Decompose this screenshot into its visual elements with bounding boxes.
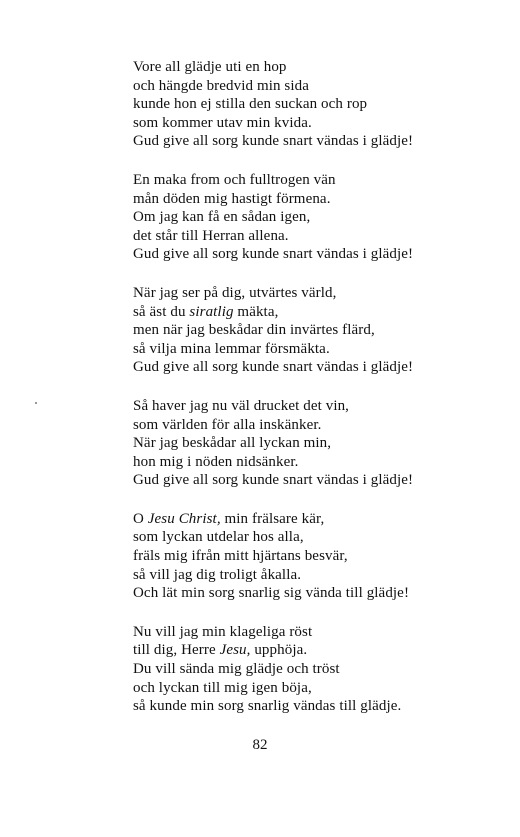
poem-line xyxy=(133,641,493,660)
line-text: till dig, Herre xyxy=(133,642,220,659)
poem-line xyxy=(133,171,493,190)
line-text: Gud give all sorg kunde snart vändas i glädje! xyxy=(133,246,414,263)
poem-line xyxy=(133,697,493,716)
line-text: som världen för alla inskänker. xyxy=(133,416,322,433)
line-text: Gud give all sorg kunde snart vändas i glädje! xyxy=(133,359,414,376)
line-text: så vill jag dig troligt åkalla. xyxy=(133,566,302,583)
stanza xyxy=(133,284,493,377)
line-text: hon mig i nöden nidsänker. xyxy=(133,453,299,470)
line-text: och hängde bredvid min sida xyxy=(133,77,309,94)
line-text: mån döden mig hastigt förmena. xyxy=(133,190,331,207)
poem-line xyxy=(133,584,493,603)
poem-line xyxy=(133,77,493,96)
line-text: så vilja mina lemmar försmäkta. xyxy=(133,340,330,357)
stanza xyxy=(133,397,493,490)
italic-text: Jesu Christ, xyxy=(147,510,221,527)
line-text: fräls mig ifrån mitt hjärtans besvär, xyxy=(133,548,348,565)
line-text: O xyxy=(133,510,148,527)
poem-line xyxy=(133,547,493,566)
poem-line xyxy=(133,416,493,435)
poem-line xyxy=(133,566,493,585)
line-text: mäkta, xyxy=(233,303,279,320)
line-text: Nu vill jag min klageliga röst xyxy=(133,623,313,640)
poem-line xyxy=(133,471,493,490)
stanza xyxy=(133,510,493,603)
poem-line xyxy=(133,397,493,416)
poem-line xyxy=(133,132,493,151)
poem-line xyxy=(133,623,493,642)
poem-line xyxy=(133,660,493,679)
poem-line xyxy=(133,340,493,359)
poem-line xyxy=(133,95,493,114)
poem-line xyxy=(133,510,493,529)
stanza xyxy=(133,171,493,264)
poem-line xyxy=(133,227,493,246)
poem-line xyxy=(133,453,493,472)
line-text: Om jag kan få en sådan igen, xyxy=(133,209,311,226)
line-text: min frälsare kär, xyxy=(220,510,325,527)
poem-line xyxy=(133,358,493,377)
poem-line xyxy=(133,284,493,303)
poem xyxy=(133,58,493,736)
italic-text: Jesu, xyxy=(219,642,251,659)
poem-line xyxy=(133,190,493,209)
line-text: Så haver jag nu väl drucket det vin, xyxy=(133,397,350,414)
italic-text: siratlig xyxy=(189,303,234,320)
poem-line xyxy=(133,245,493,264)
stanza xyxy=(133,58,493,151)
line-text: som kommer utav min kvida. xyxy=(133,114,312,131)
paper-speck xyxy=(35,402,37,404)
line-text: som lyckan utdelar hos alla, xyxy=(133,529,304,546)
line-text: Gud give all sorg kunde snart vändas i glädje! xyxy=(133,472,414,489)
poem-line xyxy=(133,114,493,133)
line-text: och lyckan till mig igen böja, xyxy=(133,679,312,696)
stanza xyxy=(133,623,493,716)
line-text: Och lät min sorg snarlig sig vända till glädje! xyxy=(133,585,410,602)
poem-line xyxy=(133,303,493,322)
poem-line xyxy=(133,528,493,547)
line-text: så äst du xyxy=(133,303,190,320)
poem-line xyxy=(133,679,493,698)
line-text: men när jag beskådar din invärtes flärd, xyxy=(133,322,375,339)
poem-line xyxy=(133,321,493,340)
poem-line xyxy=(133,208,493,227)
line-text: Du vill sända mig glädje och tröst xyxy=(133,661,340,678)
line-text: upphöja. xyxy=(250,642,308,659)
line-text: Vore all glädje uti en hop xyxy=(133,59,287,75)
line-text: så kunde min sorg snarlig vändas till glädje. xyxy=(133,698,402,715)
line-text: När jag ser på dig, utvärtes värld, xyxy=(133,284,337,301)
line-text: Gud give all sorg kunde snart vändas i glädje! xyxy=(133,133,414,150)
page-number: 82 xyxy=(252,737,268,753)
line-text: När jag beskådar all lyckan min, xyxy=(133,435,332,452)
line-text: kunde hon ej stilla den suckan och rop xyxy=(133,96,368,113)
line-text: En maka from och fulltrogen vän xyxy=(133,171,336,188)
poem-line xyxy=(133,434,493,453)
line-text: det står till Herran allena. xyxy=(133,227,289,244)
poem-line xyxy=(133,58,493,77)
